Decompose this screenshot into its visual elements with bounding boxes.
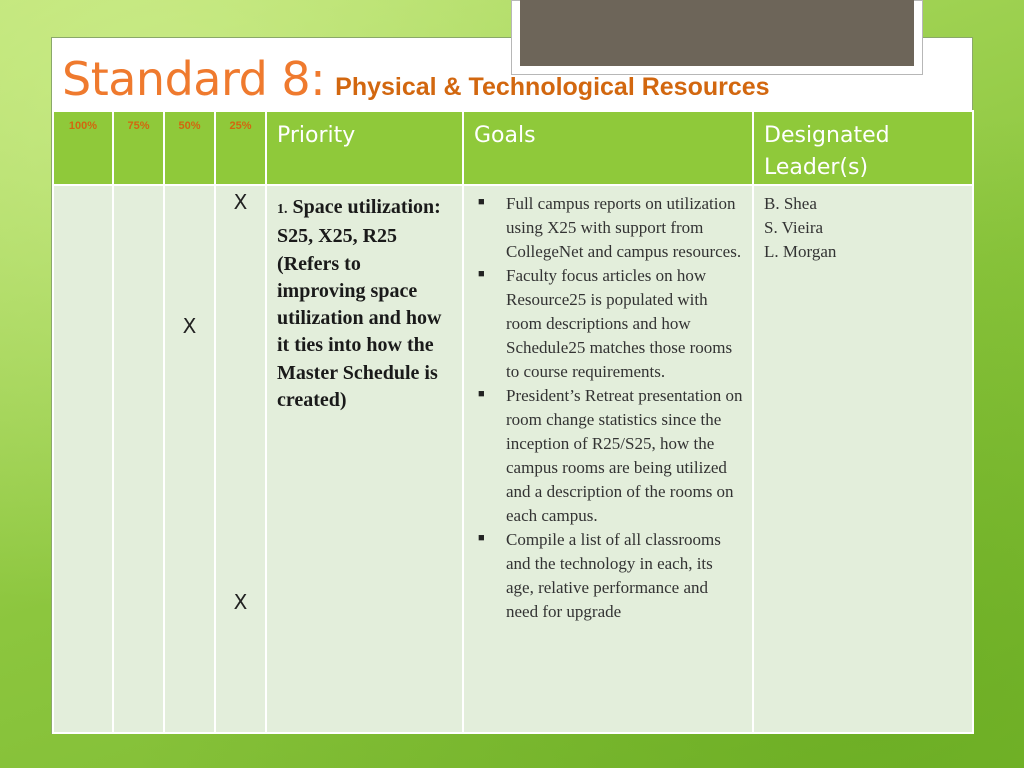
priority-header-label: Priority bbox=[277, 123, 356, 148]
leaders-list bbox=[754, 186, 972, 264]
title-main: Standard 8: bbox=[62, 52, 326, 106]
goals-list bbox=[478, 192, 744, 624]
leader-name: L. Morgan bbox=[764, 242, 837, 261]
leader-name: S. Vieira bbox=[764, 218, 824, 237]
list-item bbox=[478, 528, 744, 624]
pct-100-label: 100% bbox=[68, 120, 98, 132]
goal-text: Faculty focus articles on how Resource25 is populated with room descriptions and how Schedule25 matches those rooms to course requirements. bbox=[506, 266, 733, 381]
goals-header-label: Goals bbox=[474, 123, 536, 148]
cell-pct-25 bbox=[215, 185, 266, 733]
table-row bbox=[53, 185, 973, 733]
goal-text: Compile a list of all classrooms and the technology in each, its age, relative performance and need for upgrade bbox=[506, 530, 721, 621]
goal-text: President’s Retreat presentation on room change statistics since the inception of R25/S25, how the campus rooms are being utilized and a description of the rooms on each campus. bbox=[506, 386, 743, 525]
mark-25-x-bottom: X bbox=[233, 590, 248, 614]
priority-description: Space utilization: S25, X25, R25 (Refers to improving space utilization and how it ties into how the Master Schedule is created) bbox=[277, 196, 442, 412]
square-bullet-icon: ■ bbox=[478, 196, 485, 208]
header-priority bbox=[266, 111, 463, 185]
standards-table bbox=[52, 110, 974, 734]
header-pct-75 bbox=[113, 111, 164, 185]
priority-text bbox=[267, 186, 462, 414]
slide-title bbox=[62, 52, 770, 110]
pct-75-label: 75% bbox=[127, 120, 150, 132]
cell-pct-50 bbox=[164, 185, 215, 733]
leaders-header-label: Designated Leader(s) bbox=[764, 123, 890, 180]
goal-text: Full campus reports on utilization using X25 with support from CollegeNet and campus resources. bbox=[506, 194, 742, 261]
table-header-row bbox=[53, 111, 973, 185]
square-bullet-icon: ■ bbox=[478, 388, 485, 400]
square-bullet-icon: ■ bbox=[478, 532, 485, 544]
header-leaders bbox=[753, 111, 973, 185]
cell-goals bbox=[463, 185, 753, 733]
title-subtitle: Physical & Technological Resources bbox=[335, 73, 770, 101]
pct-25-label: 25% bbox=[229, 120, 252, 132]
cell-priority bbox=[266, 185, 463, 733]
pct-50-label: 50% bbox=[178, 120, 201, 132]
cell-leaders bbox=[753, 185, 973, 733]
leader-name: B. Shea bbox=[764, 194, 817, 213]
square-bullet-icon: ■ bbox=[478, 268, 485, 280]
list-item bbox=[478, 384, 744, 528]
priority-number: 1. bbox=[277, 202, 288, 217]
cell-pct-75 bbox=[113, 185, 164, 733]
cell-pct-100 bbox=[53, 185, 113, 733]
header-pct-25 bbox=[215, 111, 266, 185]
header-pct-50 bbox=[164, 111, 215, 185]
mark-25-x-top: X bbox=[233, 190, 248, 214]
header-goals bbox=[463, 111, 753, 185]
list-item bbox=[478, 264, 744, 384]
header-pct-100 bbox=[53, 111, 113, 185]
mark-50-x: X bbox=[182, 314, 197, 338]
list-item bbox=[478, 192, 744, 264]
goals-list-wrapper bbox=[464, 186, 752, 624]
